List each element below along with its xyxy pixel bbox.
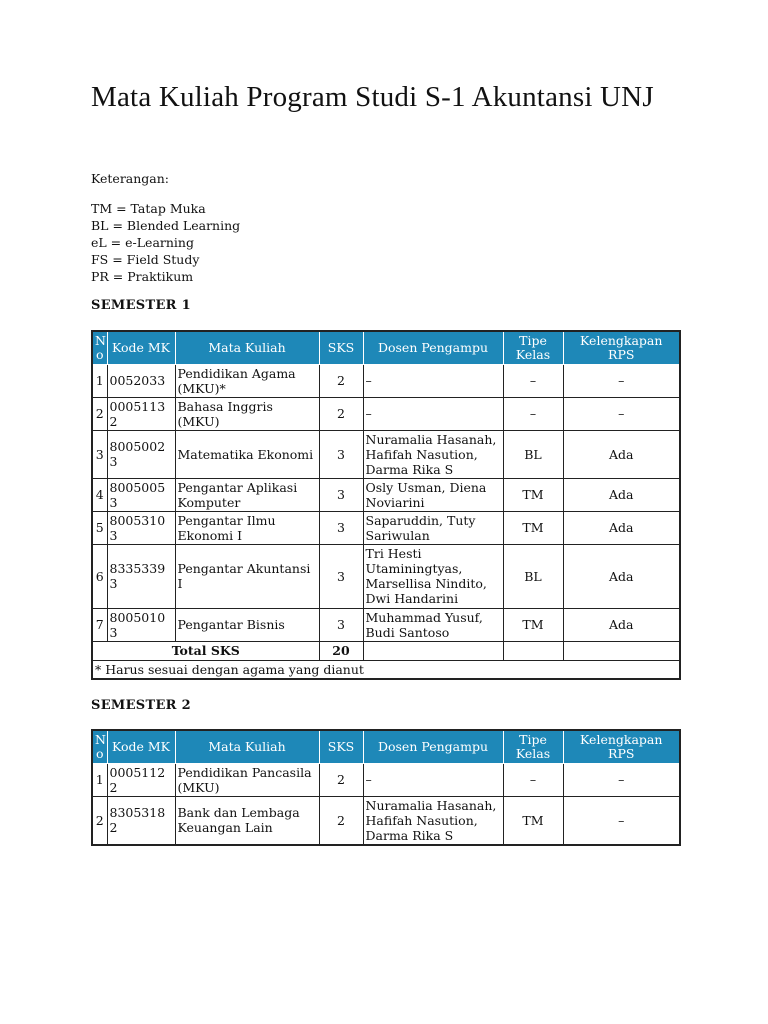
table-row <box>92 544 680 608</box>
cell-no: 2 <box>92 796 107 845</box>
cell-sks: 2 <box>319 364 363 397</box>
cell-tipe: TM <box>503 511 563 544</box>
cell-tipe: BL <box>503 544 563 608</box>
cell-mata-kuliah: Bahasa Inggris (MKU) <box>175 397 319 430</box>
legend-item: BL = Blended Learning <box>91 218 241 233</box>
table-row <box>92 397 680 430</box>
cell-rps: – <box>563 763 680 796</box>
cell-no: 1 <box>92 763 107 796</box>
cell-mata-kuliah: Pengantar Aplikasi Komputer <box>175 478 319 511</box>
cell-dosen: Saparuddin, Tuty Sariwulan <box>363 511 503 544</box>
footnote: * Harus sesuai dengan agama yang dianut <box>92 660 680 679</box>
col-header-no: N o <box>92 730 107 763</box>
cell-rps: Ada <box>563 608 680 641</box>
cell-kode: 80050023 <box>107 430 175 478</box>
cell-mata-kuliah: Pendidikan Agama (MKU)* <box>175 364 319 397</box>
cell-kode: 00051122 <box>107 763 175 796</box>
table-row <box>92 364 680 397</box>
col-header-kode: Kode MK <box>107 331 175 364</box>
cell-no: 4 <box>92 478 107 511</box>
col-header-dosen: Dosen Pengampu <box>363 730 503 763</box>
col-header-tipe: Tipe Kelas <box>503 331 563 364</box>
col-header-tipe: Tipe Kelas <box>503 730 563 763</box>
cell-dosen: – <box>363 763 503 796</box>
cell-tipe: – <box>503 364 563 397</box>
cell-sks: 2 <box>319 796 363 845</box>
cell-mata-kuliah: Pendidikan Pancasila (MKU) <box>175 763 319 796</box>
cell-dosen: – <box>363 364 503 397</box>
table-row <box>92 511 680 544</box>
cell-kode: 80050053 <box>107 478 175 511</box>
cell-dosen: – <box>363 397 503 430</box>
cell-kode: 83353393 <box>107 544 175 608</box>
cell-sks: 3 <box>319 608 363 641</box>
cell-dosen: Nuramalia Hasanah, Hafifah Nasution, Darma Rika S <box>363 430 503 478</box>
cell-tipe: TM <box>503 796 563 845</box>
cell-empty <box>503 641 563 660</box>
cell-dosen: Muhammad Yusuf, Budi Santoso <box>363 608 503 641</box>
cell-kode: 80050103 <box>107 608 175 641</box>
cell-sks: 3 <box>319 430 363 478</box>
cell-mata-kuliah: Pengantar Ilmu Ekonomi I <box>175 511 319 544</box>
cell-tipe: – <box>503 763 563 796</box>
cell-no: 2 <box>92 397 107 430</box>
table-header-row <box>92 331 680 364</box>
cell-tipe: TM <box>503 478 563 511</box>
col-header-mata-kuliah: Mata Kuliah <box>175 331 319 364</box>
total-row <box>92 641 680 660</box>
cell-dosen: Osly Usman, Diena Noviarini <box>363 478 503 511</box>
cell-rps: Ada <box>563 511 680 544</box>
cell-mata-kuliah: Bank dan Lembaga Keuangan Lain <box>175 796 319 845</box>
table-row <box>92 430 680 478</box>
col-header-rps: Kelengkapan RPS <box>563 730 680 763</box>
cell-no: 1 <box>92 364 107 397</box>
col-header-rps: Kelengkapan RPS <box>563 331 680 364</box>
col-header-sks: SKS <box>319 331 363 364</box>
cell-rps: Ada <box>563 478 680 511</box>
table-row <box>92 478 680 511</box>
cell-no: 7 <box>92 608 107 641</box>
table-row <box>92 796 680 845</box>
cell-sks: 3 <box>319 511 363 544</box>
cell-empty <box>363 641 503 660</box>
cell-rps: Ada <box>563 430 680 478</box>
cell-mata-kuliah: Pengantar Bisnis <box>175 608 319 641</box>
col-header-sks: SKS <box>319 730 363 763</box>
cell-sks: 2 <box>319 763 363 796</box>
legend-list <box>91 200 240 285</box>
col-header-dosen: Dosen Pengampu <box>363 331 503 364</box>
cell-rps: – <box>563 364 680 397</box>
cell-sks: 3 <box>319 478 363 511</box>
semester-1-heading: SEMESTER 1 <box>91 298 191 313</box>
cell-kode: 80053103 <box>107 511 175 544</box>
cell-no: 6 <box>92 544 107 608</box>
cell-rps: – <box>563 397 680 430</box>
cell-no: 3 <box>92 430 107 478</box>
semester-2-table <box>91 729 681 846</box>
cell-empty <box>563 641 680 660</box>
col-header-no: N o <box>92 331 107 364</box>
cell-tipe: BL <box>503 430 563 478</box>
legend-item: TM = Tatap Muka <box>91 201 206 216</box>
cell-tipe: – <box>503 397 563 430</box>
total-sks-value: 20 <box>319 641 363 660</box>
cell-rps: Ada <box>563 544 680 608</box>
cell-rps: – <box>563 796 680 845</box>
cell-tipe: TM <box>503 608 563 641</box>
cell-kode: 83053182 <box>107 796 175 845</box>
table-row <box>92 763 680 796</box>
page-title: Mata Kuliah Program Studi S-1 Akuntansi UNJ <box>91 81 654 113</box>
cell-sks: 2 <box>319 397 363 430</box>
cell-dosen: Tri Hesti Utaminingtyas, Marsellisa Nindito, Dwi Handarini <box>363 544 503 608</box>
legend-heading: Keterangan: <box>91 171 170 186</box>
cell-dosen: Nuramalia Hasanah, Hafifah Nasution, Darma Rika S <box>363 796 503 845</box>
note-row <box>92 660 680 679</box>
cell-sks: 3 <box>319 544 363 608</box>
cell-kode: 00051132 <box>107 397 175 430</box>
semester-2-heading: SEMESTER 2 <box>91 698 191 713</box>
legend-item: PR = Praktikum <box>91 269 194 284</box>
semester-1-table <box>91 330 681 680</box>
table-header-row <box>92 730 680 763</box>
cell-no: 5 <box>92 511 107 544</box>
col-header-mata-kuliah: Mata Kuliah <box>175 730 319 763</box>
legend-item: FS = Field Study <box>91 252 200 267</box>
table-row <box>92 608 680 641</box>
legend-item: eL = e-Learning <box>91 235 194 250</box>
cell-kode: 0052033 <box>107 364 175 397</box>
cell-mata-kuliah: Matematika Ekonomi <box>175 430 319 478</box>
col-header-kode: Kode MK <box>107 730 175 763</box>
total-sks-label: Total SKS <box>92 641 319 660</box>
cell-mata-kuliah: Pengantar Akuntansi I <box>175 544 319 608</box>
